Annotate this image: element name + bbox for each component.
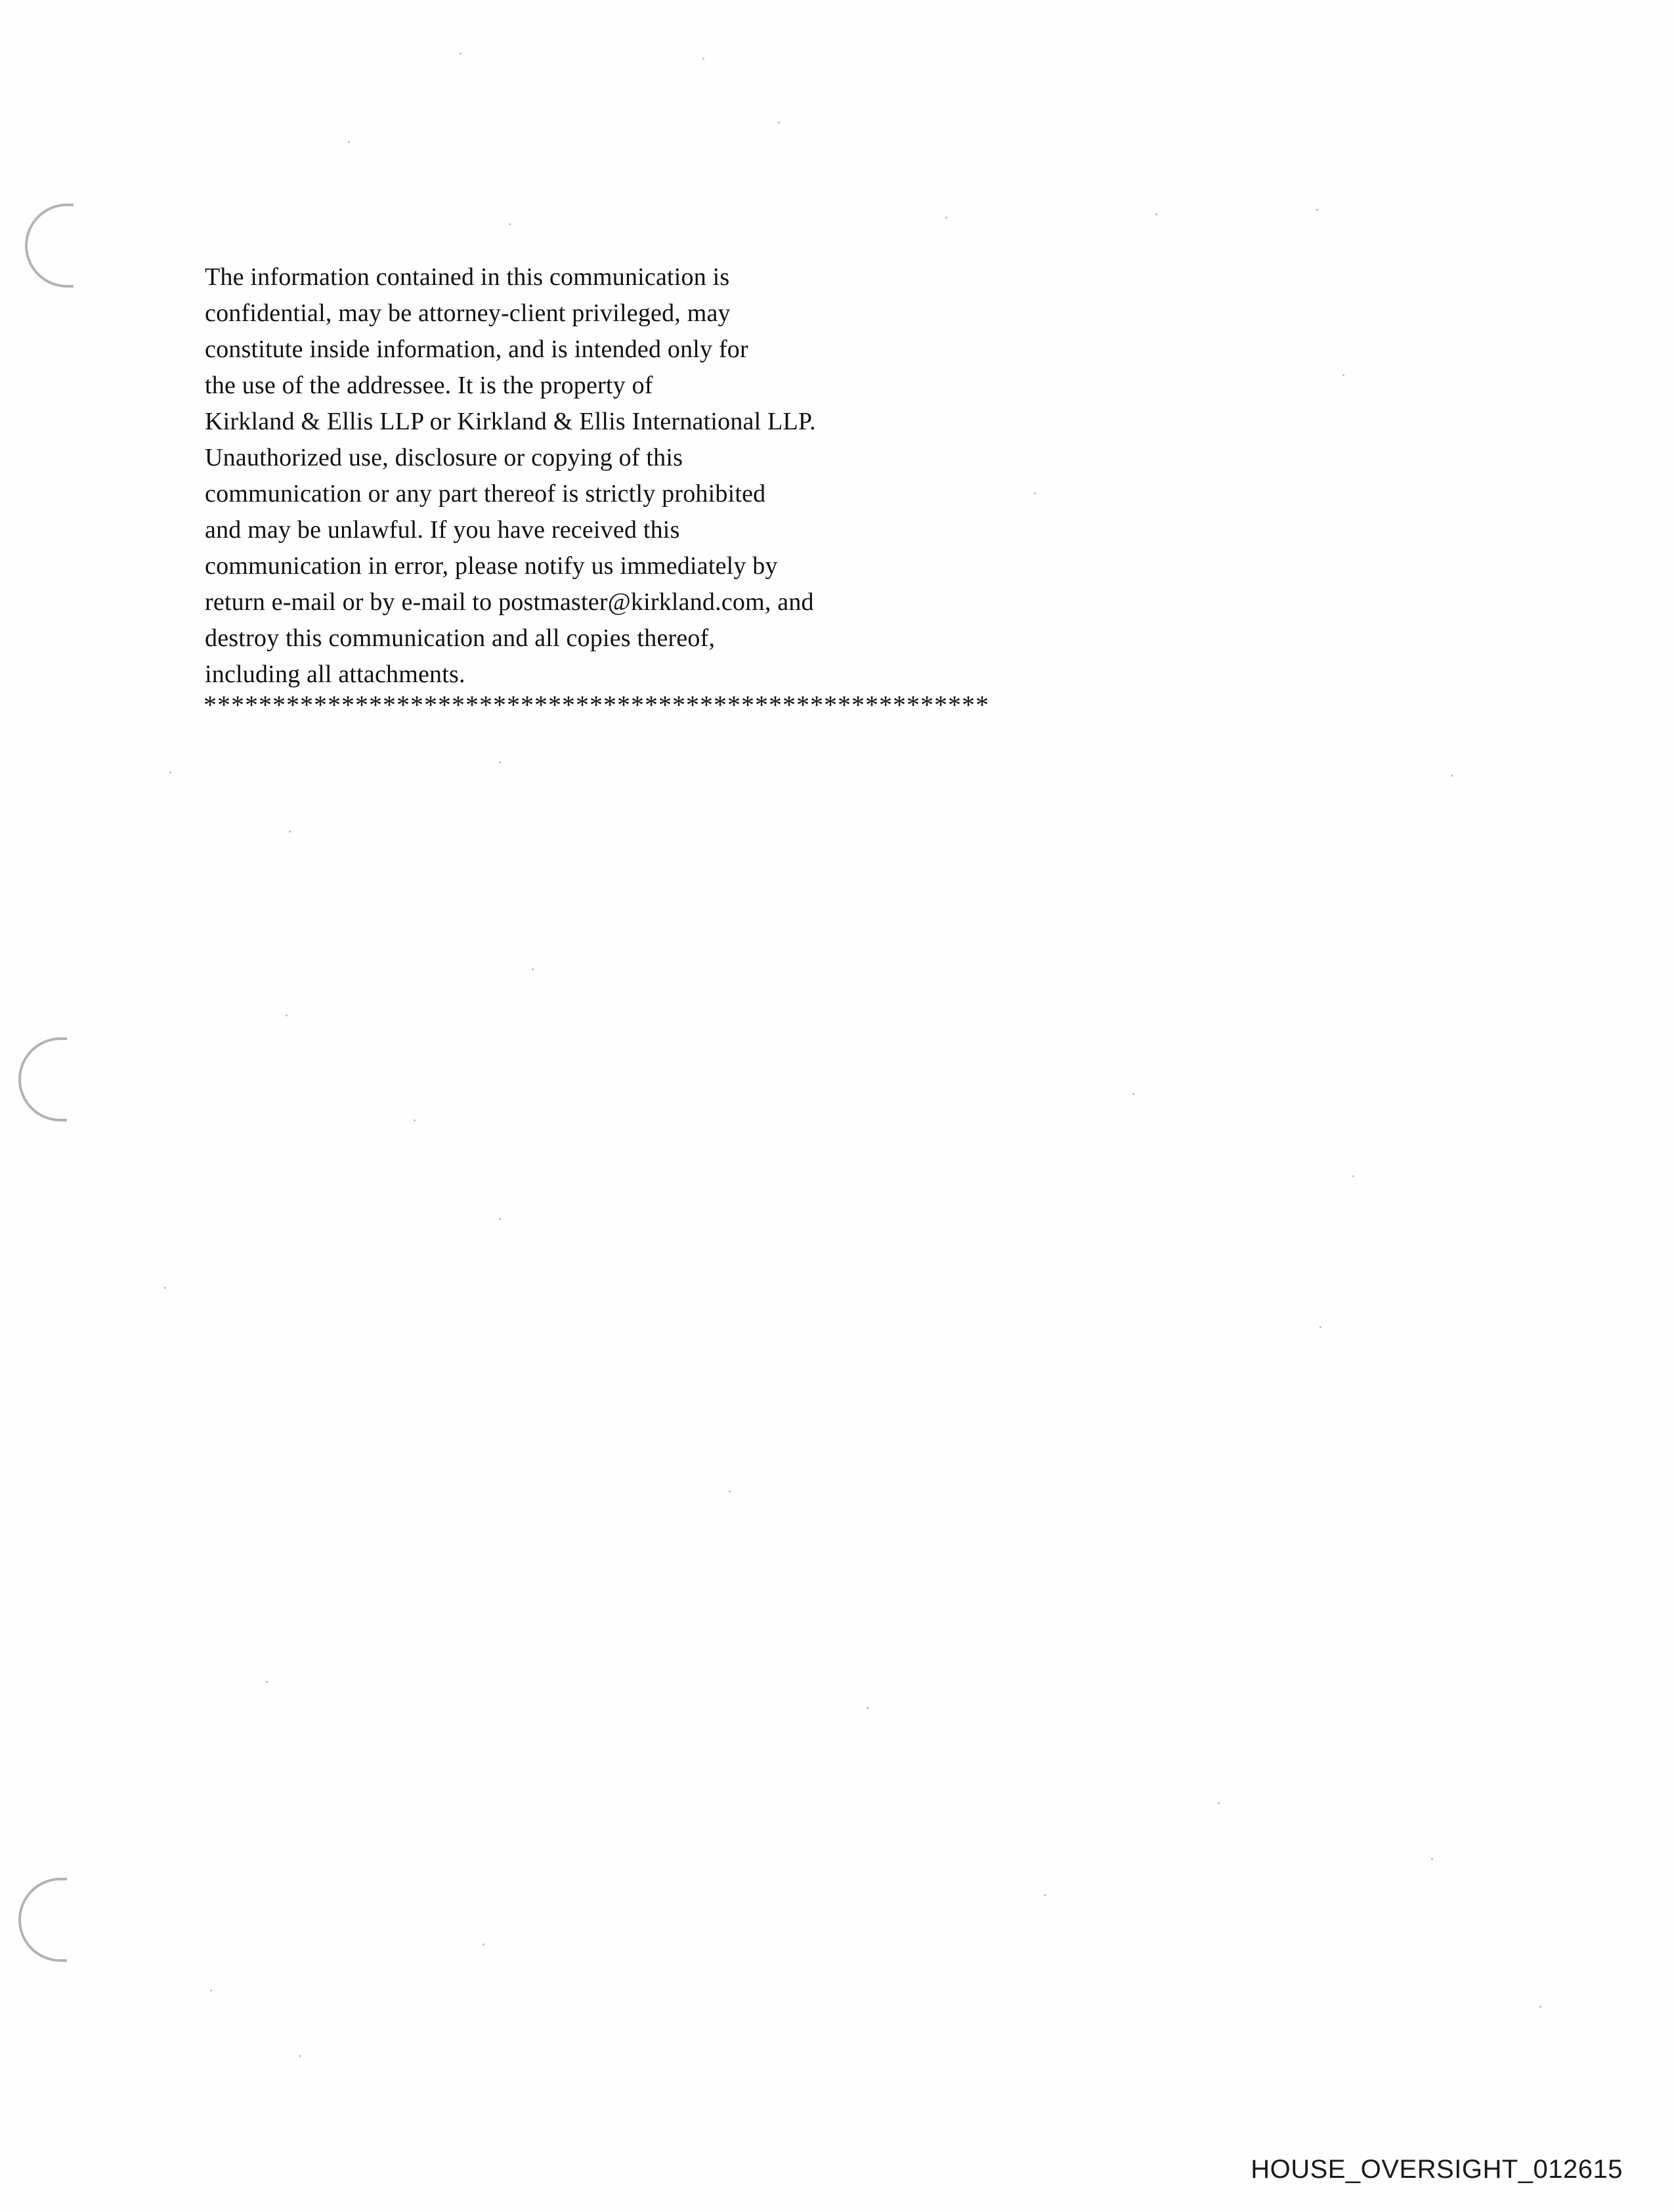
scan-speckle [729,1490,731,1492]
disclaimer-line: Kirkland & Ellis LLP or Kirkland & Ellis International LLP. [205,408,816,435]
scan-speckle [499,1218,501,1220]
scan-speckle [702,58,704,60]
scan-speckle [414,1119,416,1121]
scan-speckle [1044,1894,1046,1896]
scan-speckle [210,1989,212,1991]
scan-speckle [509,223,511,225]
disclaimer-line: The information contained in this communication is [205,263,730,291]
scan-speckle [1539,2006,1541,2008]
scan-speckle [266,1681,268,1683]
scan-speckle [460,53,461,54]
scan-speckle [532,968,534,970]
hole-punch-icon [18,1037,67,1121]
scan-speckle [1132,1093,1134,1095]
disclaimer-line: the use of the addressee. It is the property of [205,372,653,399]
scan-speckle [289,831,291,833]
scan-speckle [499,762,501,764]
asterisk-separator: ********************************************************* [204,690,989,720]
disclaimer-line: communication or any part thereof is strictly prohibited [205,480,766,508]
scan-speckle [867,1707,869,1709]
hole-punch-icon [18,1878,67,1962]
scan-speckle [778,121,780,123]
disclaimer-line: destroy this communication and all copies thereof, [205,624,716,652]
scan-speckle [299,2055,301,2057]
disclaimer-line: Unauthorized use, disclosure or copying of this [205,444,683,471]
scan-speckle [1342,374,1344,376]
scan-speckle [1320,1326,1321,1328]
scan-speckle [945,217,947,219]
hole-punch-icon [25,204,74,288]
scan-speckle [286,1014,288,1016]
scan-speckle [348,141,350,143]
confidentiality-disclaimer [205,259,1071,693]
disclaimer-line: confidential, may be attorney-client privileged, may [205,299,731,327]
scan-speckle [483,1943,484,1945]
scan-speckle [1218,1802,1220,1804]
scan-speckle [1352,1175,1354,1177]
scan-speckle [1431,1858,1433,1860]
scan-speckle [169,771,171,773]
scan-speckle [164,1287,166,1289]
scan-speckle [1451,775,1453,777]
scan-speckle [1155,213,1157,215]
disclaimer-line: and may be unlawful. If you have received this [205,516,680,544]
disclaimer-line: including all attachments. [205,661,465,688]
bates-stamp: HOUSE_OVERSIGHT_012615 [1251,2155,1623,2184]
disclaimer-line: constitute inside information, and is intended only for [205,336,748,363]
disclaimer-line: communication in error, please notify us immediately by [205,552,778,580]
disclaimer-line: return e-mail or by e-mail to postmaster@kirkland.com, and [205,588,814,616]
scan-speckle [1316,209,1318,211]
